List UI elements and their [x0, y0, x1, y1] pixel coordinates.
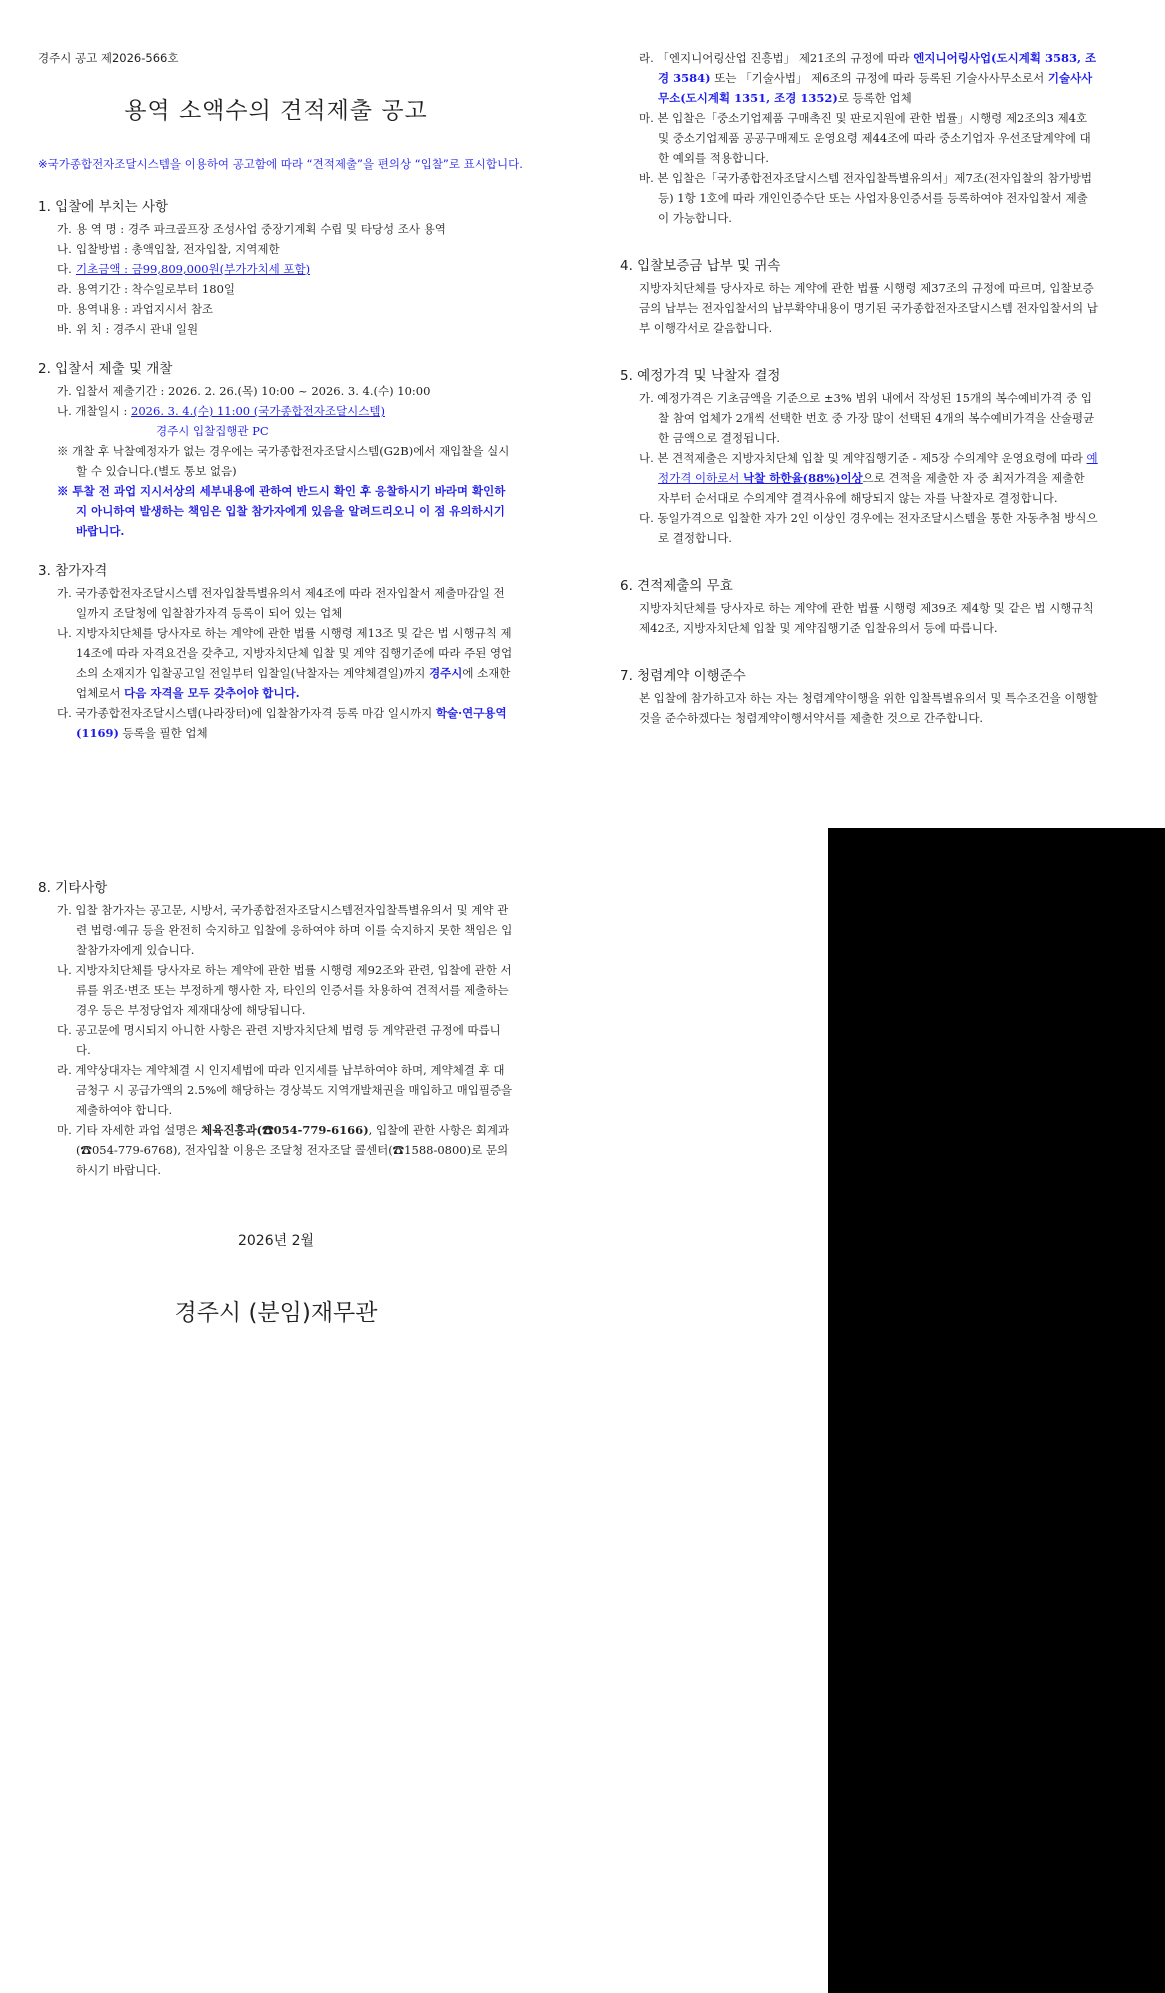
submission-period: 가. 입찰서 제출기간 : 2026. 2. 26.(목) 10:00 ~ 2026. 3. 4.(수) 10:00 [57, 384, 431, 398]
opening-date [38, 401, 514, 421]
underline-text: 예정가격 이하로서 [658, 451, 1098, 485]
price-a: 가. 예정가격은 기초금액을 기준으로 ±3% 범위 내에서 작성된 15개의 복수예비가격 중 입찰 참여 업체가 2개씩 선택한 번호 중 가장 많이 선택된 4개의 복수예비가격을 산술평균한 금액으로 결정됩니다. [639, 391, 1095, 445]
price-b [620, 448, 1098, 508]
warning-note: ※ 투찰 전 과업 지시서상의 세부내용에 관하여 반드시 확인 후 응찰하시기 바라며 확인하지 아니하여 발생하는 책임은 입찰 참가자에게 있음을 알려드리오니 이 점 유의하시기 바랍니다. [57, 484, 506, 538]
item-text: 용역기간 : 착수일로부터 180일 [76, 282, 235, 296]
misc-e [38, 1120, 514, 1180]
section-3 [38, 559, 514, 743]
opening-place: 경주시 입찰집행관 PC [156, 424, 269, 438]
text: 로 등록한 업체 [837, 91, 912, 105]
section-7-body: 본 입찰에 참가하고자 하는 자는 청렴계약이행을 위한 입찰특별유의서 및 특수조건을 이행할 것을 준수하겠다는 청렴계약이행서약서를 제출한 것으로 간주합니다. [639, 691, 1098, 725]
service-code: 학술·연구용역(1169) [76, 706, 507, 740]
eng-codes: 엔지니어링사업(도시계획 3583, 조경 3584) [658, 51, 1097, 85]
text: 등록을 필한 업체 [118, 726, 208, 740]
text: 라. 「엔지니어링산업 진흥법」 제21조의 규정에 따라 [639, 51, 914, 65]
item-text: 용 역 명 : 경주 파크골프장 조성사업 중장기계획 수립 및 타당성 조사 용역 [76, 222, 446, 236]
issuer: 경주시 (분임)재무관 [174, 1300, 378, 1326]
qualification-e: 마. 본 입찰은「중소기업제품 구매촉진 및 판로지원에 관한 법률」시행령 제2조의3 제4호 및 중소기업제품 공공구매제도 운영요령 제44조에 따라 중소기업자 우선조달계약에 대한 예외를 적용합니다. [639, 111, 1091, 165]
opening-value: 2026. 3. 4.(수) 11:00 (국가종합전자조달시스템) [131, 404, 385, 418]
section-7 [620, 664, 1098, 728]
issue-date: 2026년 2월 [237, 1233, 315, 1249]
opening-label: 나. 개찰일시 : [57, 404, 132, 418]
emphasis: 다음 자격을 모두 갖추어야 합니다. [124, 686, 300, 700]
rebid-note: ※ 개찰 후 낙찰예정자가 없는 경우에는 국가종합전자조달시스템(G2B)에서 재입찰을 실시할 수 있습니다.(별도 통보 없음) [57, 444, 510, 478]
item-key: 바. [57, 322, 72, 336]
section-6 [620, 574, 1098, 638]
qualification-c [38, 703, 514, 743]
section-5 [620, 364, 1098, 548]
item-text: 위 치 : 경주시 관내 일원 [76, 322, 199, 336]
base-amount: 기초금액 : 금99,809,000원(부가가치세 포함) [76, 262, 311, 276]
qualification-f: 바. 본 입찰은「국가종합전자조달시스템 전자입찰특별유의서」제7조(전자입찰의 참가방법 등) 1항 1호에 따라 개인인증수단 또는 사업자용인증서를 등록하여야 전자입찰서 제출이 가능합니다. [639, 171, 1093, 225]
section-4 [620, 254, 1098, 338]
city-name: 경주시 [429, 666, 463, 680]
text: 마. 기타 자세한 과업 설명은 [57, 1123, 202, 1137]
notice-line: ※국가종합전자조달시스템을 이용하여 공고함에 따라 “견적제출”을 편의상 “입찰”로 표시합니다. [38, 157, 523, 171]
text: 다. 국가종합전자조달시스템(나라장터)에 입찰참가자격 등록 마감 일시까지 [57, 706, 436, 720]
misc-b: 나. 지방자치단체를 당사자로 하는 계약에 관한 법률 시행령 제92조와 관련, 입찰에 관한 서류를 위조·변조 또는 부정하게 행사한 자, 타인의 인증서를 차용하여 견적서를 제출하는 경우 등은 부정당업자 제재대상에 해당됩니다. [57, 963, 512, 1017]
misc-c: 다. 공고문에 명시되지 아니한 사항은 관련 지방자치단체 법령 등 계약관련 규정에 따릅니다. [57, 1023, 501, 1057]
misc-d: 라. 계약상대자는 계약체결 시 인지세법에 따라 인지세를 납부하여야 하며, 계약체결 후 대금청구 시 공급가액의 2.5%에 해당하는 경상북도 지역개발채권을 매입하고 매입필증을 제출하여야 합니다. [57, 1063, 513, 1117]
price-c: 다. 동일가격으로 입찰한 자가 2인 이상인 경우에는 전자조달시스템을 통한 자동추첨 방식으로 결정합니다. [639, 511, 1098, 545]
page-title: 용역 소액수의 견적제출 공고 [124, 98, 428, 124]
section-2-heading: 2. 입찰서 제출 및 개찰 [38, 361, 173, 377]
section-4-body: 지방자치단체를 당사자로 하는 계약에 관한 법률 시행령 제37조의 규정에 따르며, 입찰보증금의 납부는 전자입찰서의 납부확약내용이 명기된 국가종합전자조달시스템 전자입찰서의 납부 이행각서로 갈음합니다. [639, 281, 1098, 335]
tech-codes: 기술사사무소(도시계획 1351, 조경 1352) [658, 71, 1093, 105]
item-key: 나. [57, 242, 72, 256]
text: 에 소재한 업체로서 [76, 666, 511, 700]
section-7-heading: 7. 청렴계약 이행준수 [620, 668, 746, 684]
doc-number: 경주시 공고 제2026-566호 [38, 51, 179, 65]
text: 또는 「기술사법」 제6조의 규정에 따라 등록된 기술사사무소로서 [710, 71, 1048, 85]
section-5-heading: 5. 예정가격 및 낙찰자 결정 [620, 368, 781, 384]
item-key: 다. [57, 262, 72, 276]
section-8 [38, 876, 514, 1180]
item-text: 용역내용 : 과업지시서 참조 [76, 302, 214, 316]
right-column [620, 48, 1098, 728]
left-column [38, 195, 514, 743]
item-key: 라. [57, 282, 72, 296]
text: 나. 지방자치단체를 당사자로 하는 계약에 관한 법률 시행령 제13조 및 같은 법 시행규칙 제14조에 따라 자격요건을 갖추고, 지방자치단체 입찰 및 계약 집행기준에 따라 주된 영업소의 소재지가 입찰공고일 전일부터 입찰일(낙찰자는 계약체결일)까지 [57, 626, 513, 680]
section-4-heading: 4. 입찰보증금 납부 및 귀속 [620, 258, 781, 274]
section-6-body: 지방자치단체를 당사자로 하는 계약에 관한 법률 시행령 제39조 제4항 및 같은 법 시행규칙 제42조, 지방자치단체 입찰 및 계약집행기준 입찰유의서 등에 따릅니다. [639, 601, 1094, 635]
misc-a: 가. 입찰 참가자는 공고문, 시방서, 국가종합전자조달시스템전자입찰특별유의서 및 계약 관련 법령·예규 등을 완전히 숙지하고 입찰에 응하여야 하며 이를 숙지하지 못한 책임은 입찰참가자에게 있습니다. [57, 903, 513, 957]
item-key: 가. [57, 222, 72, 236]
section-6-heading: 6. 견적제출의 무효 [620, 578, 733, 594]
section-3-heading: 3. 참가자격 [38, 563, 108, 579]
section-8-heading: 8. 기타사항 [38, 880, 108, 896]
qualification-d [620, 48, 1098, 108]
text: , 입찰에 관한 사항은 회계과(☎054-779-6768), 전자입찰 이용은 조달청 전자조달 콜센터(☎1588-0800)로 문의하시기 바랍니다. [76, 1123, 510, 1177]
text: 으로 견적을 제출한 자 중 최저가격을 제출한 자부터 순서대로 수의계약 결격사유에 해당되지 않는 자를 낙찰자로 결정합니다. [658, 471, 1085, 505]
item-text: 입찰방법 : 총액입찰, 전자입찰, 지역제한 [76, 242, 280, 256]
section-1-heading: 1. 입찰에 부치는 사항 [38, 199, 169, 215]
qualification-b [38, 623, 514, 703]
section-2 [38, 357, 514, 541]
contact-dept: 체육진흥과(☎054-779-6166) [201, 1123, 369, 1137]
lower-limit: 낙찰 하한율(88%)이상 [743, 471, 863, 485]
item-key: 마. [57, 302, 72, 316]
qualification-a: 가. 국가종합전자조달시스템 전자입찰특별유의서 제4조에 따라 전자입찰서 제출마감일 전일까지 조달청에 입찰참가자격 등록이 되어 있는 업체 [57, 586, 505, 620]
section-1 [38, 195, 514, 339]
black-region [828, 828, 1165, 1993]
text: 나. 본 견적제출은 지방자치단체 입찰 및 계약집행기준 - 제5장 수의계약 운영요령에 따라 [639, 451, 1087, 465]
section-3-continued [620, 48, 1098, 228]
